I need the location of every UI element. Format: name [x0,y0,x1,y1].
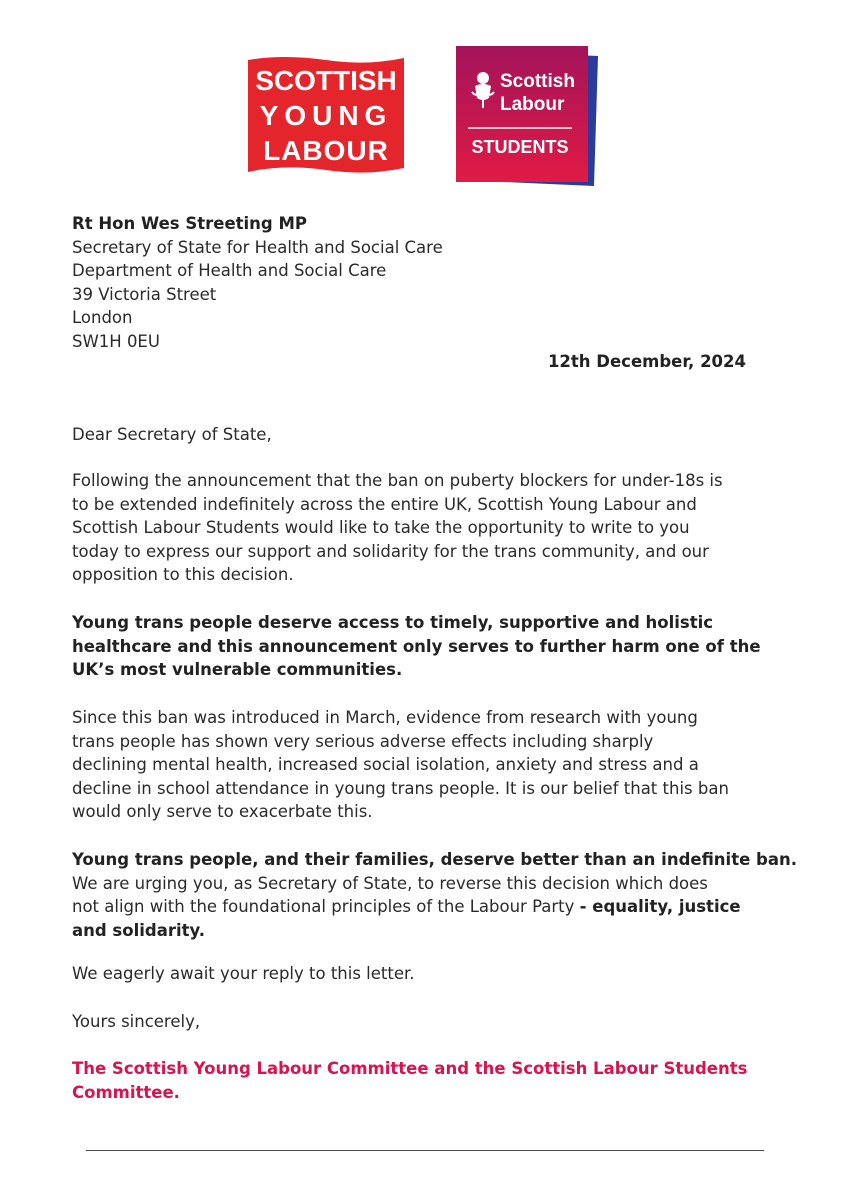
recipient-postcode: SW1H 0EU [72,331,160,351]
text-line: Scottish Labour Students would like to take the opportunity to write to you [72,518,690,538]
text-line: to be extended indefinitely across the entire UK, Scottish Young Labour and [72,494,697,514]
logo-line-young: YOUNG [259,100,393,131]
text-line [72,895,762,919]
text-line: Since this ban was introduced in March, evidence from research with young [72,708,698,727]
text-line: opposition to this decision. [72,565,294,585]
valediction: Yours sincerely, [72,1012,201,1031]
recipient-address [72,212,443,354]
text-line: would only serve to exacerbate this. [72,802,373,822]
text-line: trans people has shown very serious adverse effects including sharply [72,731,654,751]
logo-line-scottish-ls: Scottish [500,71,575,92]
letter-date: 12th December, 2024 [547,352,746,371]
text-run-bold: - equality, justice [579,897,741,917]
paragraph-evidence [72,706,762,824]
text-run: not align with the foundational principles of the Labour Party [72,897,580,917]
paragraph-intro [72,469,762,587]
footer-divider [86,1150,764,1151]
paragraph-appeal [72,848,797,942]
recipient-title: Secretary of State for Health and Social Care [72,237,443,257]
text-line: today to express our support and solidarity for the trans community, and our [72,541,709,561]
recipient-city: London [72,308,133,328]
signature [72,1057,762,1104]
logo-line-labour-ls: Labour [500,94,565,115]
logo-line-students: STUDENTS [471,137,569,157]
text-line: Following the announcement that the ban on puberty blockers for under-18s is [72,471,723,490]
recipient-department: Department of Health and Social Care [72,261,387,281]
text-line: healthcare and this announcement only serves to further harm one of the [72,636,761,656]
recipient-name: Rt Hon Wes Streeting MP [72,214,307,233]
signature-line: Committee. [72,1082,180,1102]
paragraph-closing: We eagerly await your reply to this letter. [72,964,415,983]
text-line: We are urging you, as Secretary of State, to reverse this decision which does [72,873,708,893]
text-line-bold: Young trans people, and their families, deserve better than an indefinite ban. [72,850,797,869]
text-line-bold: and solidarity. [72,920,206,940]
logo-line-labour: LABOUR [263,135,389,166]
text-line: Young trans people deserve access to timely, supportive and holistic [72,613,714,632]
scottish-young-labour-logo [244,52,408,180]
signature-line: The Scottish Young Labour Committee and the Scottish Labour Students [72,1059,748,1078]
text-line: UK’s most vulnerable communities. [72,660,403,680]
text-line: decline in school attendance in young trans people. It is our belief that this ban [72,778,729,798]
text-line: declining mental health, increased social isolation, anxiety and stress and a [72,755,699,775]
logo-line-scottish: SCOTTISH [255,65,397,96]
salutation: Dear Secretary of State, [72,425,272,444]
paragraph-key-statement [72,611,762,682]
scottish-labour-students-logo [450,44,600,190]
recipient-street: 39 Victoria Street [72,284,217,304]
